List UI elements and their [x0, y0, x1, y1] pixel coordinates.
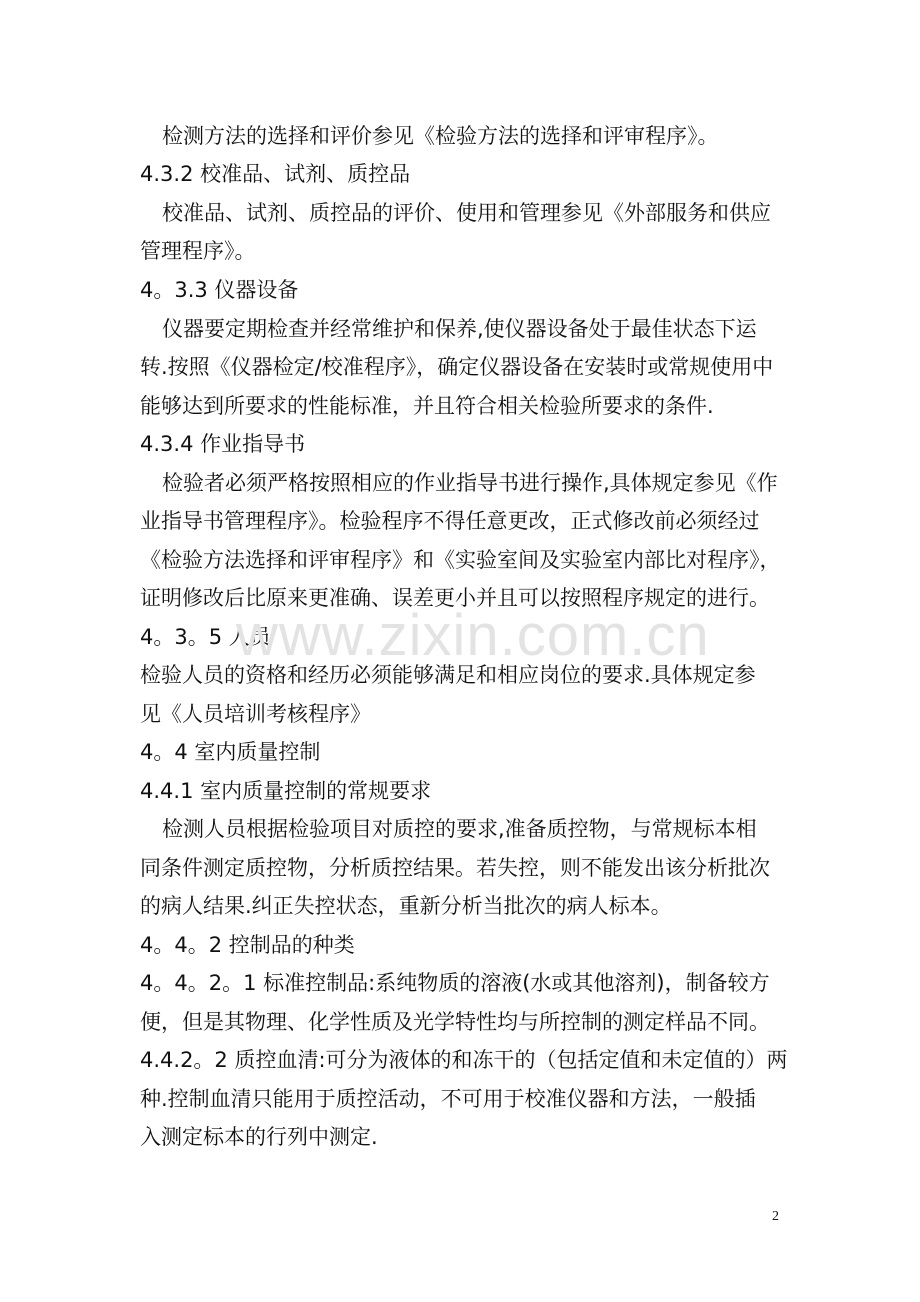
body-text-line: 能够达到所要求的性能标准，并且符合相关检验所要求的条件. [140, 394, 714, 418]
body-text-line: 便，但是其物理、化学性质及光学特性均与所控制的测定样品不同。 [140, 1010, 770, 1034]
section-heading: 4。4 室内质量控制 [140, 740, 321, 764]
body-text-line: 检测人员根据检验项目对质控的要求,准备质控物，与常规标本相 [162, 817, 757, 841]
body-text-line: 管理程序》。 [140, 239, 256, 263]
body-text-line: 检测方法的选择和评价参见《检验方法的选择和评审程序》。 [162, 124, 719, 148]
section-heading: 4。3.3 仪器设备 [140, 278, 299, 302]
section-heading: 4.4.1 室内质量控制的常规要求 [140, 779, 432, 803]
section-heading: 4.3.4 作业指导书 [140, 432, 306, 456]
body-text-line: 转.按照《仪器检定/校准程序》，确定仪器设备在安装时或常规使用中 [140, 355, 774, 379]
body-text-line: 见《人员培训考核程序》 [140, 702, 371, 726]
body-text-line: 证明修改后比原来更准确、误差更小并且可以按照程序规定的进行。 [140, 586, 770, 610]
body-text-line: 仪器要定期检查并经常维护和保养,使仪器设备处于最佳状态下运 [162, 317, 757, 341]
watermark: www.zixin.com.cn [236, 603, 710, 668]
body-text-line: 4。4。2。1 标准控制品:系纯物质的溶液(水或其他溶剂)，制备较方 [140, 971, 770, 995]
body-text-line: 4.4.2。2 质控血清:可分为液体的和冻干的（包括定值和未定值的）两 [140, 1048, 788, 1072]
body-text-line: 业指导书管理程序》。检验程序不得任意更改，正式修改前必须经过 [140, 509, 760, 533]
body-text-line: 入测定标本的行列中测定. [140, 1125, 378, 1149]
body-text-line: 同条件测定质控物，分析质控结果。若失控，则不能发出该分析批次 [140, 856, 770, 880]
body-text-line: 检验人员的资格和经历必须能够满足和相应岗位的要求.具体规定参 [140, 663, 756, 687]
section-heading: 4。3。5 人员 [140, 625, 271, 649]
body-text-line: 的病人结果.纠正失控状态，重新分析当批次的病人标本。 [140, 894, 672, 918]
body-text-line: 检验者必须严格按照相应的作业指导书进行操作,具体规定参见《作 [162, 471, 778, 495]
body-text-line: 《检验方法选择和评审程序》和《实验室间及实验室内部比对程序》， [140, 548, 781, 572]
page-number: 2 [772, 1209, 779, 1224]
body-text-line: 校准品、试剂、质控品的评价、使用和管理参见《外部服务和供应 [162, 201, 771, 225]
body-text-line: 种.控制血清只能用于质控活动，不可用于校准仪器和方法，一般插 [140, 1087, 756, 1111]
section-heading: 4.3.2 校准品、试剂、质控品 [140, 162, 411, 186]
section-heading: 4。4。2 控制品的种类 [140, 933, 355, 957]
